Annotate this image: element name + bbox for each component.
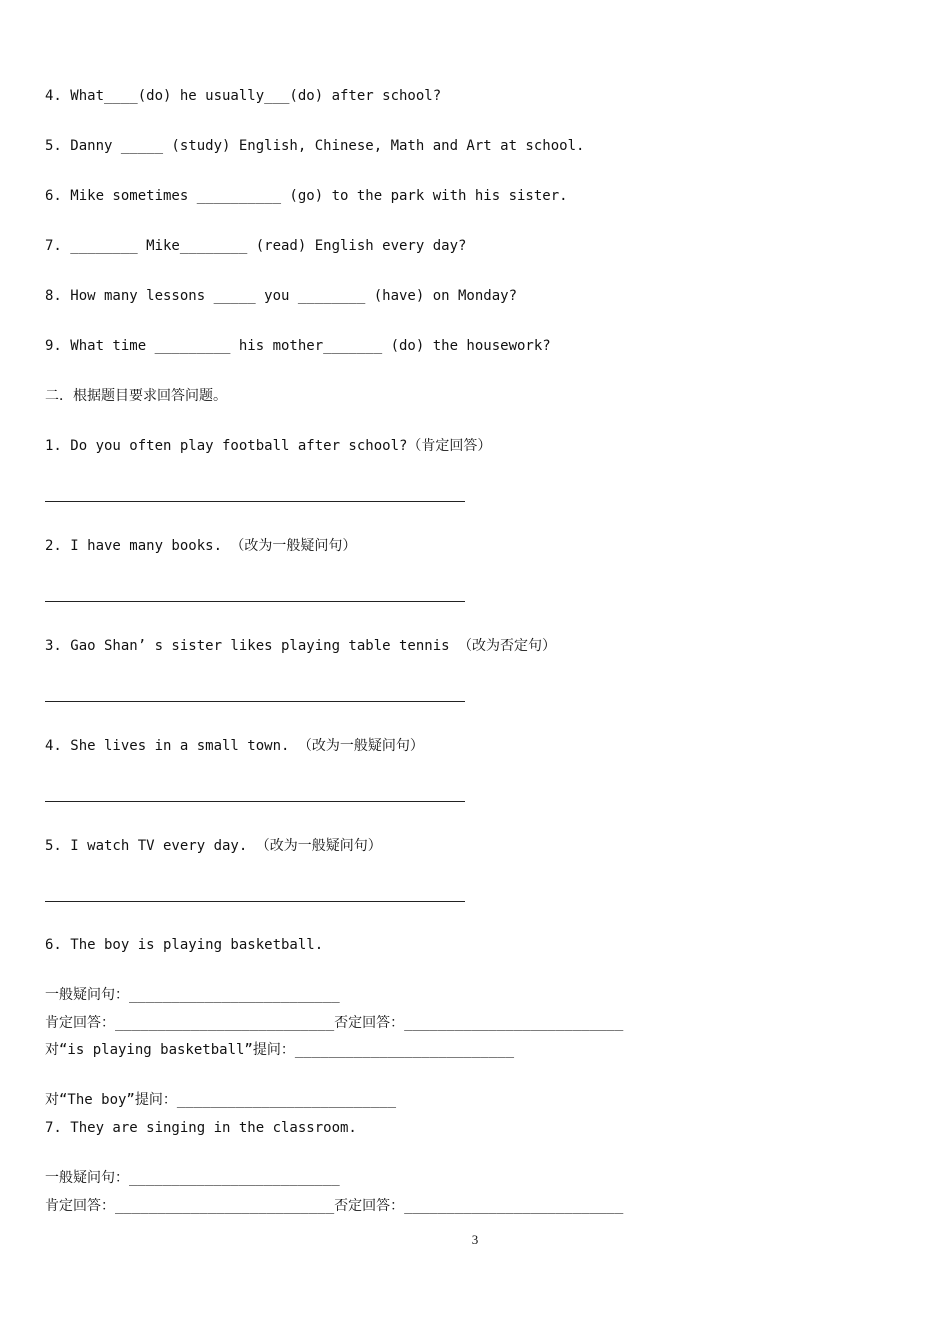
question-7-general-question: 一般疑问句：_________________________ — [45, 1170, 340, 1186]
answer-line-1 — [45, 501, 465, 502]
question-6-general-question: 一般疑问句：_________________________ — [45, 987, 340, 1003]
fill-in-question-9: 9. What time _________ his mother_______ (do) the housework? — [45, 338, 551, 354]
fill-in-question-7: 7. ________ Mike________ (read) English every day? — [45, 238, 467, 254]
answer-line-4 — [45, 801, 465, 802]
answer-line-3 — [45, 701, 465, 702]
transform-question-2: 2. I have many books. （改为一般疑问句） — [45, 538, 357, 554]
transform-question-3: 3. Gao Shan’ s sister likes playing table tennis （改为否定句） — [45, 638, 557, 654]
answer-line-2 — [45, 601, 465, 602]
question-7-answers: 肯定回答：__________________________否定回答：__________________________ — [45, 1198, 624, 1214]
fill-in-question-8: 8. How many lessons _____ you ________ (have) on Monday? — [45, 288, 518, 304]
question-6-ask-action: 对“is playing basketball”提问：__________________________ — [45, 1042, 515, 1058]
question-6-ask-subject: 对“The boy”提问：__________________________ — [45, 1092, 397, 1108]
transform-question-1: 1. Do you often play football after school?（肯定回答） — [45, 438, 492, 454]
answer-line-5 — [45, 901, 465, 902]
question-6-answers: 肯定回答：__________________________否定回答：__________________________ — [45, 1015, 624, 1031]
question-7-prompt: 7. They are singing in the classroom. — [45, 1120, 357, 1136]
fill-in-question-4: 4. What____(do) he usually___(do) after school? — [45, 88, 442, 104]
transform-question-4: 4. She lives in a small town. （改为一般疑问句） — [45, 738, 424, 754]
page-number: 3 — [471, 1232, 479, 1247]
section-two-heading: 二．根据题目要求回答问题。 — [45, 388, 227, 404]
fill-in-question-5: 5. Danny _____ (study) English, Chinese, Math and Art at school. — [45, 138, 585, 154]
question-6-prompt: 6. The boy is playing basketball. — [45, 937, 324, 953]
fill-in-question-6: 6. Mike sometimes __________ (go) to the park with his sister. — [45, 188, 568, 204]
transform-question-5: 5. I watch TV every day. （改为一般疑问句） — [45, 838, 382, 854]
